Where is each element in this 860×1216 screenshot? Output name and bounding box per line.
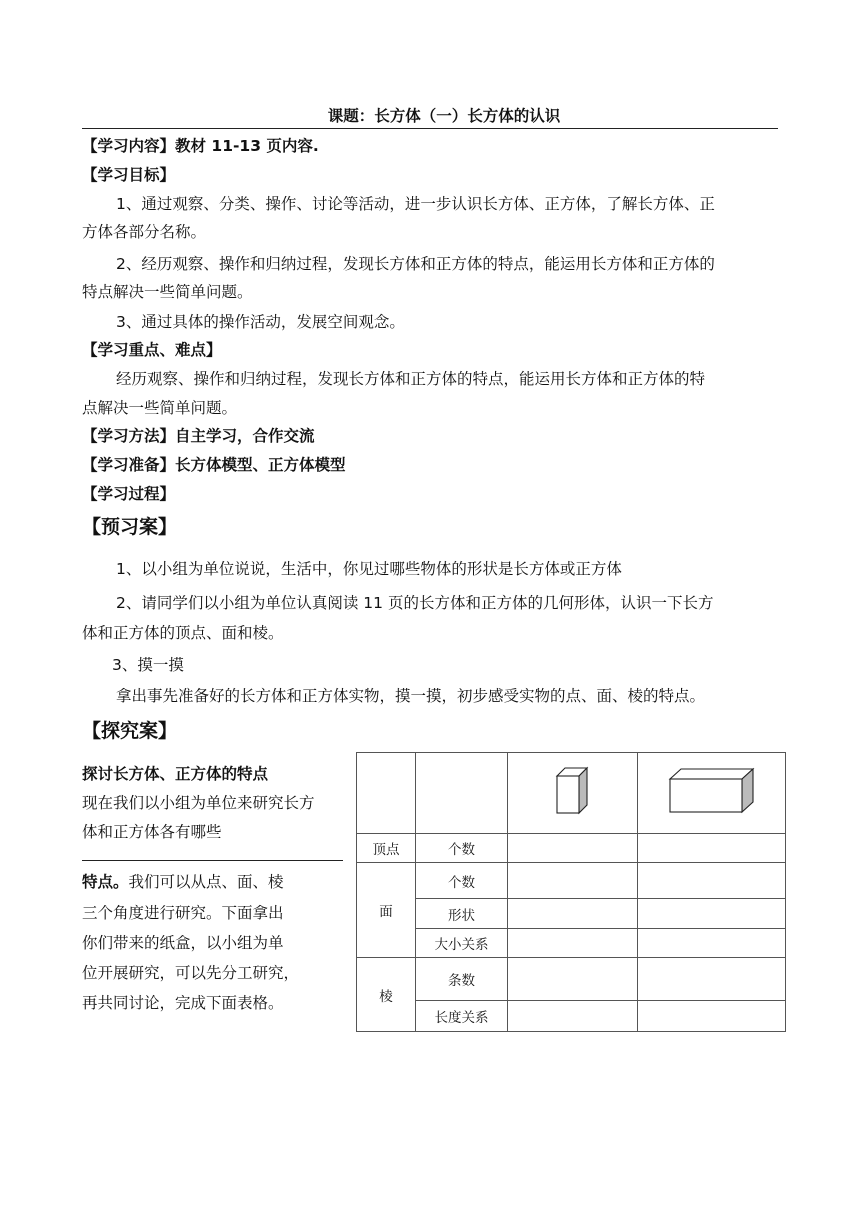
- explore-subtitle: 探讨长方体、正方体的特点: [82, 765, 269, 783]
- answer-cell[interactable]: [638, 929, 786, 958]
- preview-item-1: 1、以小组为单位说说，生活中，你见过哪些物体的形状是长方体或正方体: [116, 560, 622, 578]
- group-edge: 棱: [357, 958, 416, 1032]
- explore-feature-line-1: [82, 872, 284, 892]
- answer-cell[interactable]: [638, 863, 786, 899]
- method-label: 【学习方法】: [82, 427, 176, 445]
- goal-1-line-1: 1、通过观察、分类、操作、讨论等活动，进一步认识长方体、正方体，了解长方体、正: [116, 195, 715, 213]
- content-text: 教材 11-13 页内容.: [175, 137, 319, 155]
- preview-item-2-line-1: 2、请同学们以小组为单位认真阅读 11 页的长方体和正方体的几何形体，认识一下长方: [116, 594, 714, 612]
- learning-method: [82, 426, 315, 446]
- title-rule: [82, 128, 778, 129]
- explore-feature-line-2: 三个角度进行研究。下面拿出: [82, 904, 284, 922]
- feature-text-1: 我们可以从点、面、棱: [128, 873, 284, 891]
- row-label: 长度关系: [416, 1001, 508, 1032]
- table-row: [357, 899, 786, 929]
- answer-cell[interactable]: [508, 929, 638, 958]
- explore-feature-line-5: 再共同讨论，完成下面表格。: [82, 994, 284, 1012]
- process-label: 【学习过程】: [82, 485, 176, 503]
- learning-content: [82, 136, 319, 156]
- group-face: 面: [357, 863, 416, 958]
- goal-3: 3、通过具体的操作活动，发展空间观念。: [116, 313, 405, 331]
- keypoints-line-1: 经历观察、操作和归纳过程，发现长方体和正方体的特点，能运用长方体和正方体的特: [116, 370, 706, 388]
- explore-intro-line-2: 体和正方体各有哪些: [82, 823, 222, 841]
- answer-cell[interactable]: [508, 958, 638, 1001]
- keypoints-label: 【学习重点、难点】: [82, 341, 222, 359]
- learning-prep: [82, 455, 346, 475]
- preview-item-2-line-2: 体和正方体的顶点、面和棱。: [82, 624, 284, 642]
- prep-label: 【学习准备】: [82, 456, 176, 474]
- page-title: 课题：长方体（一）长方体的认识: [327, 107, 561, 125]
- cube-header: [508, 753, 638, 834]
- method-text: 自主学习，合作交流: [175, 427, 315, 445]
- answer-cell[interactable]: [638, 958, 786, 1001]
- table-header-empty-2: [416, 753, 508, 834]
- content-label: 【学习内容】: [82, 137, 176, 155]
- row-label: 个数: [416, 863, 508, 899]
- prep-text: 长方体模型、正方体模型: [175, 456, 346, 474]
- explore-divider: [82, 860, 343, 861]
- answer-cell[interactable]: [508, 1001, 638, 1032]
- table-row: [357, 863, 786, 899]
- goal-2-line-1: 2、经历观察、操作和归纳过程，发现长方体和正方体的特点，能运用长方体和正方体的: [116, 255, 715, 273]
- answer-cell[interactable]: [638, 1001, 786, 1032]
- explore-feature-line-3: 你们带来的纸盒，以小组为单: [82, 934, 284, 952]
- table-row: [357, 929, 786, 958]
- table-row: [357, 958, 786, 1001]
- goals-label: 【学习目标】: [82, 166, 176, 184]
- cube-icon: [551, 764, 595, 818]
- goal-1-line-2: 方体各部分名称。: [82, 223, 207, 241]
- row-label: 个数: [416, 834, 508, 863]
- group-vertex: 顶点: [357, 834, 416, 863]
- answer-cell[interactable]: [638, 834, 786, 863]
- preview-item-3-detail: 拿出事先准备好的长方体和正方体实物，摸一摸，初步感受实物的点、面、棱的特点。: [116, 687, 706, 705]
- row-label: 形状: [416, 899, 508, 929]
- answer-cell[interactable]: [508, 863, 638, 899]
- table-row: [357, 1001, 786, 1032]
- cuboid-header: [638, 753, 786, 834]
- answer-cell[interactable]: [508, 899, 638, 929]
- answer-cell[interactable]: [638, 899, 786, 929]
- table-row: [357, 834, 786, 863]
- table-header-row: [357, 753, 786, 834]
- table-header-empty-1: [357, 753, 416, 834]
- answer-cell[interactable]: [508, 834, 638, 863]
- features-table: [356, 752, 786, 1032]
- feature-bold: 特点。: [82, 873, 129, 891]
- explore-feature-line-4: 位开展研究，可以先分工研究，: [82, 964, 300, 982]
- goal-2-line-2: 特点解决一些简单问题。: [82, 283, 253, 301]
- explore-intro-line-1: 现在我们以小组为单位来研究长方: [82, 794, 315, 812]
- cuboid-icon: [667, 766, 757, 816]
- keypoints-line-2: 点解决一些简单问题。: [82, 399, 238, 417]
- row-label: 大小关系: [416, 929, 508, 958]
- row-label: 条数: [416, 958, 508, 1001]
- explore-heading: 【探究案】: [82, 720, 178, 742]
- preview-heading: 【预习案】: [82, 516, 178, 538]
- preview-item-3: 3、摸一摸: [112, 656, 184, 674]
